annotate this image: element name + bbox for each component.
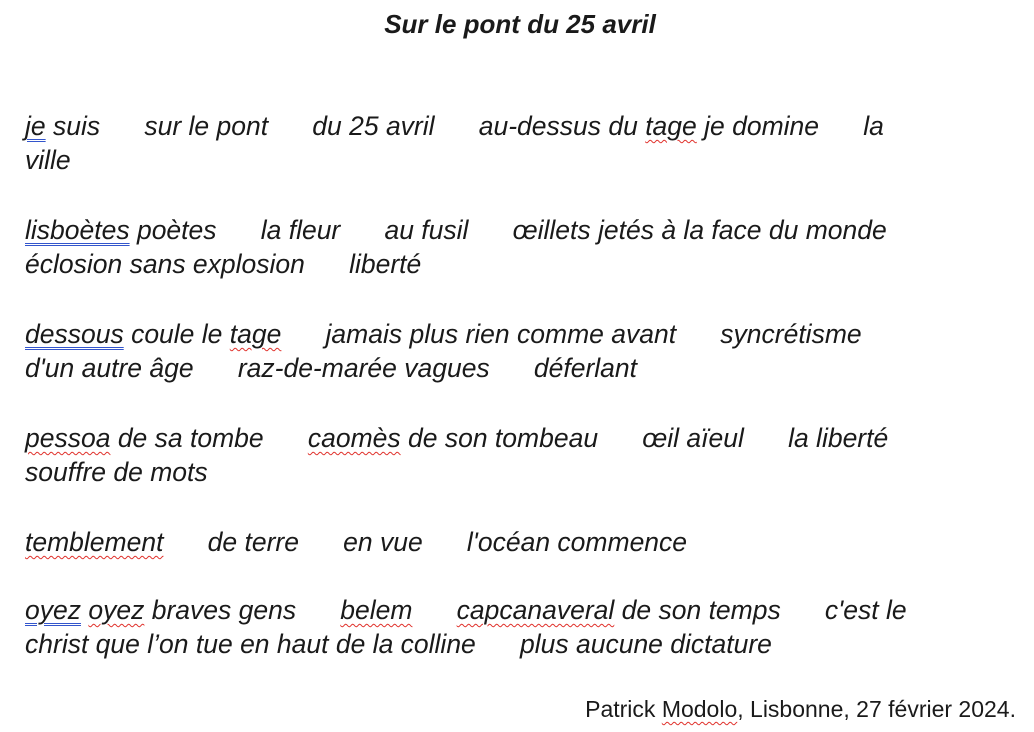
stanza-2-line-2 <box>25 247 1025 281</box>
word: du 25 avril <box>312 111 435 141</box>
stanza-5 <box>25 525 1025 559</box>
word: la fleur <box>260 215 341 245</box>
word: raz-de-marée vagues <box>237 353 490 383</box>
word-grammar-flag: oyez <box>25 595 81 625</box>
stanza-1-line-2 <box>25 143 1025 177</box>
word: je <box>25 111 46 141</box>
word: œillets jetés à la face du monde <box>512 215 887 245</box>
word-misspelled: belem <box>340 595 413 625</box>
word-misspelled: temblement <box>25 527 164 557</box>
word: l'océan commence <box>466 527 688 557</box>
word: ville <box>25 145 71 175</box>
word: la liberté <box>788 423 889 453</box>
word: au-dessus du <box>478 111 646 141</box>
word: braves gens <box>144 595 297 625</box>
word: éclosion sans explosion <box>25 249 305 279</box>
word: œil aïeul <box>642 423 744 453</box>
word: coule le <box>123 319 230 349</box>
poem-title: Sur le pont du 25 avril <box>384 9 656 39</box>
word: de son temps <box>614 595 781 625</box>
stanza-6-line-1 <box>25 593 1025 627</box>
word: souffre de mots <box>25 457 208 487</box>
word: suis <box>45 111 101 141</box>
word: au fusil <box>384 215 469 245</box>
stanza-1-line-1 <box>25 109 1025 143</box>
word: de sa tombe <box>110 423 264 453</box>
word: de terre <box>207 527 299 557</box>
signature-place-date: , Lisbonne, 27 février 2024. <box>737 696 1016 722</box>
stanza-3 <box>25 317 1025 385</box>
stanza-3-line-1 <box>25 317 1025 351</box>
word: en vue <box>343 527 423 557</box>
word: d'un autre âge <box>25 353 194 383</box>
stanza-6 <box>25 593 1025 661</box>
word: jamais plus rien comme avant <box>325 319 677 349</box>
stanza-1 <box>25 109 1025 177</box>
word-misspelled: oyez <box>88 595 145 625</box>
signature <box>585 694 1016 724</box>
word-misspelled: pessoa <box>25 423 111 453</box>
word-misspelled: caomès <box>307 423 401 453</box>
word-misspelled: tage <box>229 319 282 349</box>
word-grammar-flag: dessous <box>25 319 124 349</box>
word: déferlant <box>533 353 638 383</box>
word: liberté <box>349 249 422 279</box>
stanza-3-line-2 <box>25 351 1025 385</box>
stanza-4 <box>25 421 1025 489</box>
word-misspelled: capcanaveral <box>456 595 615 625</box>
stanza-6-line-2 <box>25 627 1025 661</box>
word: la <box>863 111 884 141</box>
word: plus aucune dictature <box>520 629 772 659</box>
stanza-4-line-2 <box>25 455 1025 489</box>
word-grammar-flag: lisboètes <box>25 215 130 245</box>
signature-last-name: Modolo <box>661 696 738 722</box>
stanza-5-line-1 <box>25 525 1025 559</box>
word: je domine <box>696 111 820 141</box>
stanza-2 <box>25 213 1025 281</box>
word: c'est le <box>824 595 907 625</box>
word: de son tombeau <box>400 423 599 453</box>
word: sur le pont <box>144 111 269 141</box>
stanza-4-line-1 <box>25 421 1025 455</box>
word: christ que l’on tue en haut de la colline <box>25 629 476 659</box>
word-misspelled: tage <box>645 111 697 141</box>
word: syncrétisme <box>720 319 862 349</box>
signature-first-name: Patrick <box>585 696 662 722</box>
stanza-2-line-1 <box>25 213 1025 247</box>
word: poètes <box>129 215 217 245</box>
